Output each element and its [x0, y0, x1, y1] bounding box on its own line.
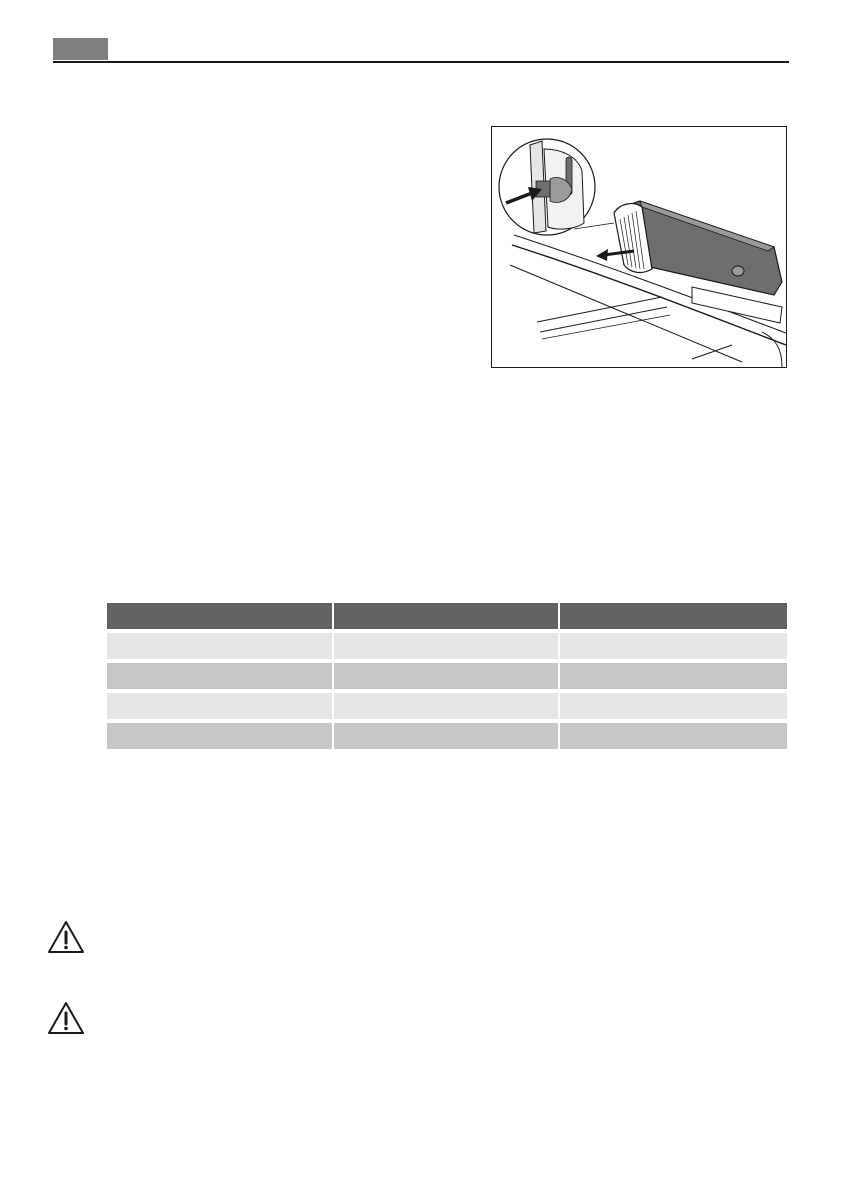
column-header [560, 603, 787, 633]
lamp-cover-illustration [491, 126, 787, 368]
table-cell [334, 693, 561, 723]
table-header-row [107, 603, 787, 633]
table-cell [107, 723, 334, 753]
illustration-drawing [492, 127, 786, 367]
section-header-tab [53, 38, 108, 60]
table-cell [560, 723, 787, 753]
warning-triangle-icon [46, 1000, 86, 1036]
table-cell [560, 693, 787, 723]
table-cell [334, 633, 561, 663]
table-row [107, 723, 787, 753]
table-cell [107, 633, 334, 663]
table-cell [107, 693, 334, 723]
table-cell [334, 663, 561, 693]
header-divider [53, 61, 789, 63]
warning-triangle-icon [46, 919, 86, 955]
data-table [107, 603, 787, 753]
table-cell [560, 663, 787, 693]
table-cell [334, 723, 561, 753]
table-cell [107, 663, 334, 693]
table-cell [560, 633, 787, 663]
table-row [107, 663, 787, 693]
column-header [107, 603, 334, 633]
table-row [107, 693, 787, 723]
table-row [107, 633, 787, 663]
column-header [334, 603, 561, 633]
